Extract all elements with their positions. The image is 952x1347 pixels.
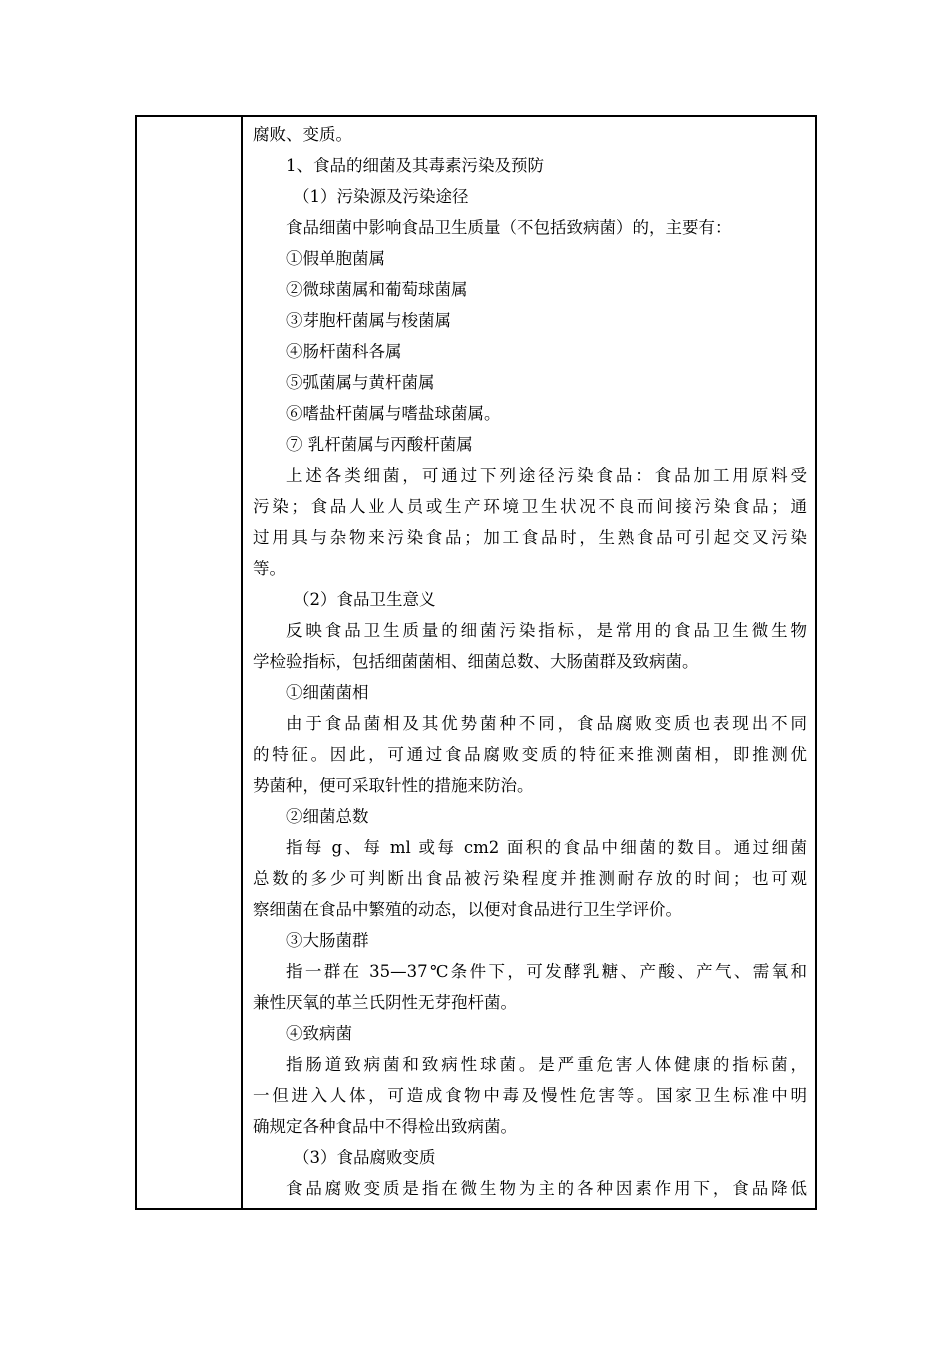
text-line: ⑤弧菌属与黄杆菌属: [286, 373, 435, 392]
text-line: 反映食品卫生质量的细菌污染指标，是常用的食品卫生微生物: [286, 621, 807, 640]
text-line: 一但进入人体，可造成食物中毒及慢性危害等。国家卫生标准中明: [253, 1086, 807, 1105]
text-line: 察细菌在食品中繁殖的动态，以便对食品进行卫生学评价。: [253, 900, 682, 919]
text-line: 食品腐败变质是指在微生物为主的各种因素作用下，食品降低: [286, 1179, 807, 1198]
text-line: 指一群在 35—37℃条件下，可发酵乳糖、产酸、产气、需氧和: [286, 962, 807, 981]
text-cell: [243, 117, 815, 1208]
text-line: 学检验指标，包括细菌菌相、细菌总数、大肠菌群及致病菌。: [253, 652, 699, 671]
text-line: 污染；食品人业人员或生产环境卫生状况不良而间接污染食品；通: [253, 497, 807, 516]
text-line: 过用具与杂物来污染食品；加工食品时，生熟食品可引起交叉污染: [253, 528, 807, 547]
content-table: [135, 115, 817, 1210]
text-line: （3）食品腐败变质: [293, 1148, 436, 1167]
text-line: ④致病菌: [286, 1024, 352, 1043]
left-empty-cell: [137, 117, 243, 1208]
text-line: 由于食品菌相及其优势菌种不同，食品腐败变质也表现出不同: [286, 714, 807, 733]
text-line: ①假单胞菌属: [286, 249, 385, 268]
text-line: 1、食品的细菌及其毒素污染及预防: [286, 156, 544, 175]
text-line: 的特征。因此，可通过食品腐败变质的特征来推测菌相，即推测优: [253, 745, 807, 764]
text-line: ④肠杆菌科各属: [286, 342, 402, 361]
text-line: 指肠道致病菌和致病性球菌。是严重危害人体健康的指标菌，: [286, 1055, 807, 1074]
text-line: 兼性厌氧的革兰氏阴性无芽孢杆菌。: [253, 993, 517, 1012]
text-line: 确规定各种食品中不得检出致病菌。: [253, 1117, 517, 1136]
text-line: （2）食品卫生意义: [293, 590, 436, 609]
text-line: 食品细菌中影响食品卫生质量（不包括致病菌）的，主要有：: [286, 218, 732, 237]
text-line: 总数的多少可判断出食品被污染程度并推测耐存放的时间；也可观: [253, 869, 807, 888]
text-line: ⑥嗜盐杆菌属与嗜盐球菌属。: [286, 404, 501, 423]
text-line: ③大肠菌群: [286, 931, 369, 950]
text-line: ①细菌菌相: [286, 683, 369, 702]
text-line: （1）污染源及污染途径: [293, 187, 469, 206]
text-line: 等。: [253, 559, 286, 578]
text-line: ⑦ 乳杆菌属与丙酸杆菌属: [286, 435, 473, 454]
text-line: ②微球菌属和葡萄球菌属: [286, 280, 468, 299]
text-line: 腐败、变质。: [253, 125, 352, 144]
text-line: 势菌种，便可采取针性的措施来防治。: [253, 776, 534, 795]
text-line: ②细菌总数: [286, 807, 369, 826]
text-line: ③芽胞杆菌属与梭菌属: [286, 311, 451, 330]
text-line: 指每 g、每 ml 或每 cm2 面积的食品中细菌的数目。通过细菌: [286, 838, 807, 857]
text-line: 上述各类细菌，可通过下列途径污染食品：食品加工用原料受: [286, 466, 807, 485]
